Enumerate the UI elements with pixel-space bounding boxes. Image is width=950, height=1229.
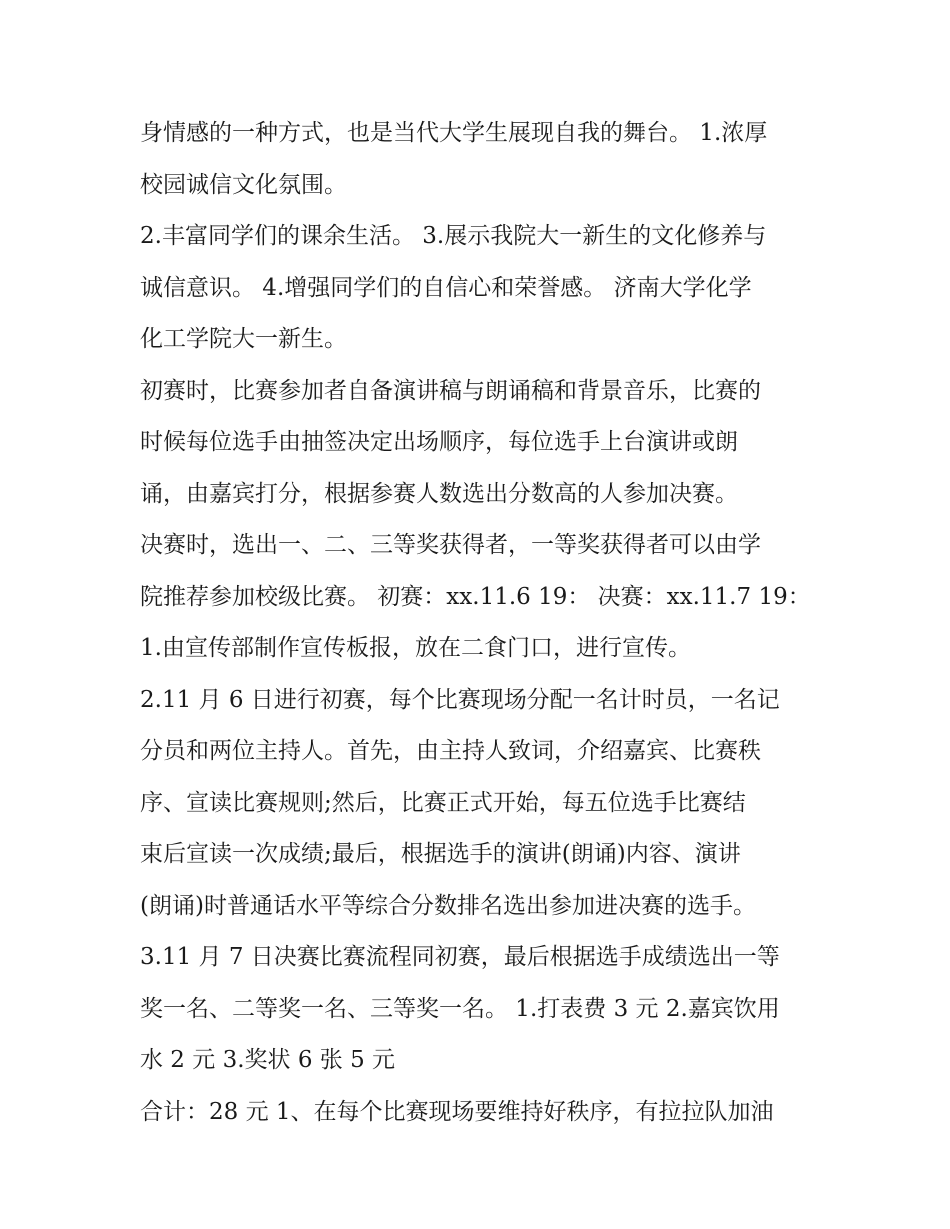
text-line: 2.丰富同学们的课余生活。 3.展示我院大一新生的文化修养与 bbox=[140, 223, 767, 249]
text-line: 序、宣读比赛规则;然后，比赛正式开始，每五位选手比赛结 bbox=[140, 789, 746, 816]
text-line: 时候每位选手由抽签决定出场顺序，每位选手上台演讲或朗 bbox=[140, 429, 738, 455]
text-line: 决赛时，选出一、二、三等奖获得者，一等奖获得者可以由学 bbox=[140, 532, 761, 558]
text-line: 诵，由嘉宾打分，根据参赛人数选出分数高的人参加决赛。 bbox=[140, 480, 738, 507]
text-line: 1.由宣传部制作宣传板报，放在二食门口，进行宣传。 bbox=[140, 635, 691, 661]
text-line: 合计：28 元 1、在每个比赛现场要维持好秩序，有拉拉队加油 bbox=[140, 1098, 774, 1125]
text-line: 分员和两位主持人。首先，由主持人致词，介绍嘉宾、比赛秩 bbox=[140, 738, 761, 764]
text-line: 初赛时，比赛参加者自备演讲稿与朗诵稿和背景音乐，比赛的 bbox=[140, 377, 761, 404]
text-line: 2.11 月 6 日进行初赛，每个比赛现场分配一名计时员，一名记 bbox=[140, 686, 780, 713]
text-line: 束后宣读一次成绩;最后，根据选手的演讲(朗诵)内容、演讲 bbox=[140, 841, 741, 867]
text-line: 校园诚信文化氛围。 bbox=[140, 171, 347, 198]
text-line: 奖一名、二等奖一名、三等奖一名。 1.打表费 3 元 2.嘉宾饮用 bbox=[140, 995, 780, 1022]
text-line: 诚信意识。 4.增强同学们的自信心和荣誉感。 济南大学化学 bbox=[140, 274, 752, 301]
document-body bbox=[140, 108, 820, 1138]
text-line: 化工学院大一新生。 bbox=[140, 326, 347, 352]
text-line: 院推荐参加校级比赛。 初赛：xx.11.6 19： 决赛：xx.11.7 19： bbox=[140, 583, 811, 610]
text-line: (朗诵)时普通话水平等综合分数排名选出参加进决赛的选手。 bbox=[140, 892, 756, 919]
text-line: 水 2 元 3.奖状 6 张 5 元 bbox=[140, 1047, 396, 1073]
text-line: 3.11 月 7 日决赛比赛流程同初赛，最后根据选手成绩选出一等 bbox=[140, 944, 780, 970]
text-line: 身情感的一种方式，也是当代大学生展现自我的舞台。 1.浓厚 bbox=[140, 120, 768, 146]
